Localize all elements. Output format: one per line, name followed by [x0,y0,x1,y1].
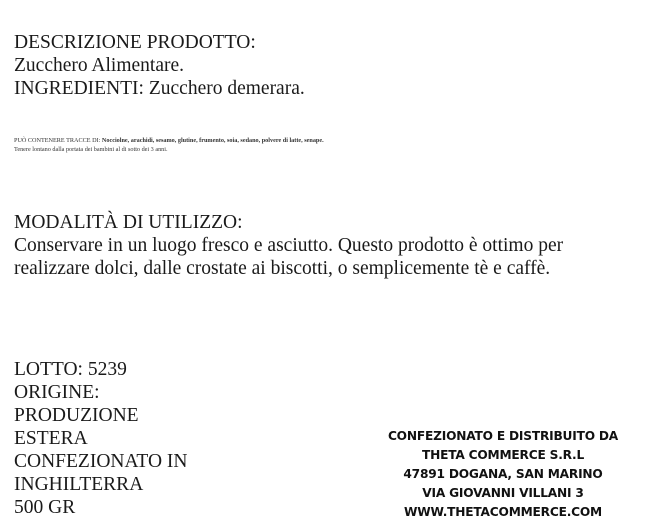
distributor-website: WWW.THETACOMMERCE.COM [403,505,602,519]
ingredients-text: INGREDIENTI: Zucchero demerara. [14,78,305,99]
description-heading: DESCRIZIONE PRODOTTO: [14,32,256,53]
net-weight: 500 GR [14,497,76,518]
packed-in-line-2: INGHILTERRA [14,474,144,495]
distributor-info [383,427,623,522]
origin-value-line-2: ESTERA [14,428,88,449]
lot-origin-info [14,358,188,519]
allergen-list: Nocciolne, arachidi, sesamo, glutine, frumento, soia, sedano, polvere di latte, senape. [101,137,324,144]
lot-number: LOTTO: 5239 [14,359,127,380]
allergen-traces [14,137,324,146]
distributor-city: 47891 DOGANA, SAN MARINO [403,467,603,481]
packed-in-line-1: CONFEZIONATO IN [14,451,188,472]
usage-heading: MODALITÀ DI UTILIZZO: [14,212,243,233]
origin-value-line-1: PRODUZIONE [14,405,139,426]
distributor-name: THETA COMMERCE S.R.L [421,448,585,462]
product-description [14,31,305,100]
usage-text-line-1: Conservare in un luogo fresco e asciutto. Questo prodotto è ottimo per [14,235,564,256]
usage-instructions [14,211,563,280]
allergen-notice [14,137,324,154]
allergen-prefix: PUÒ CONTENERE TRACCE DI: [14,137,101,144]
distributor-address: VIA GIOVANNI VILLANI 3 [422,486,584,500]
distributor-line-1: CONFEZIONATO E DISTRIBUITO DA [387,429,619,443]
usage-text-line-2: realizzare dolci, dalle crostate ai biscotti, o semplicemente tè e caffè. [14,258,551,279]
product-name: Zucchero Alimentare. [14,55,185,76]
child-warning: Tenere lontano dalla portata dei bambini al di sotto dei 3 anni. [14,145,168,153]
origin-label: ORIGINE: [14,382,100,403]
